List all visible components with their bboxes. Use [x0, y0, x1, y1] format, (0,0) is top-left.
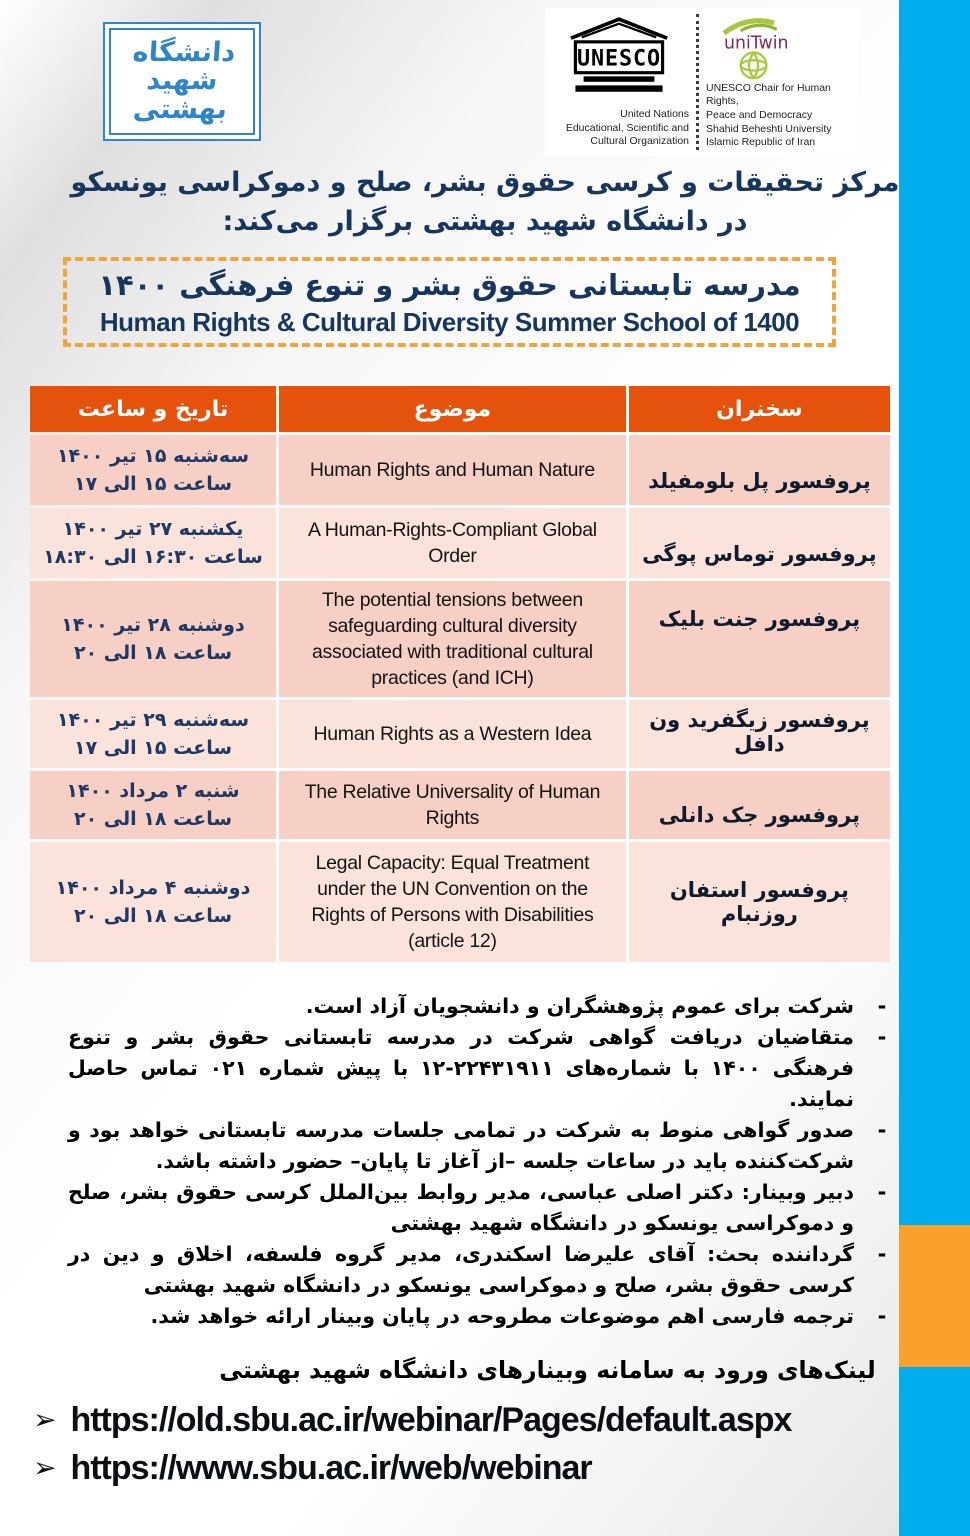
header-datetime: تاریخ و ساعت [30, 386, 276, 432]
note-text: گرداننده بحث: آقای علیرضا اسکندری، مدیر گروه فلسفه، اخلاق و دین در کرسی حقوق بشر، صلح و دموکراسی یونسکو در دانشگاه شهید بهشتی [68, 1242, 854, 1297]
svg-text:UNESCO: UNESCO [576, 46, 662, 72]
partner-logos-panel [545, 8, 858, 156]
dash-bullet: - [877, 994, 887, 1018]
note-text: دبیر وبینار: دکتر اصلی عباسی، مدیر روابط بین‌الملل کرسی حقوق بشر، صلح و دموکراسی یونسکو در دانشگاه شهید بهشتی [68, 1180, 854, 1235]
session-datetime [30, 771, 276, 839]
event-title-english: Human Rights & Cultural Diversity Summer School of 1400 [99, 307, 800, 337]
event-title-farsi: مدرسه تابستانی حقوق بشر و تنوع فرهنگی ۱۴۰۰ [98, 268, 801, 302]
session-topic: The potential tensions between safeguarding cultural diversity associated with traditional cultural practices (and ICH) [279, 581, 626, 697]
dash-bullet: - [877, 1118, 887, 1142]
session-date: سه‌شنبه ۲۹ تیر ۱۴۰۰ [56, 709, 250, 731]
schedule-row [30, 581, 890, 697]
links-section-heading: لینک‌های ورود به سامانه وبینارهای دانشگاه شهید بهشتی [219, 1356, 876, 1384]
event-title-box [63, 257, 836, 347]
session-speaker: پروفسور استفان روزنبام [629, 842, 890, 962]
session-time: ساعت ۱۸ الی ۲۰ [73, 905, 233, 927]
session-date: دوشنبه ۲۸ تیر ۱۴۰۰ [61, 614, 245, 636]
unitwin-caption-line: Islamic Republic of Iran [706, 136, 816, 149]
session-datetime [30, 700, 276, 768]
schedule-row [30, 435, 890, 505]
session-date: یکشنبه ۲۷ تیر ۱۴۰۰ [62, 518, 244, 540]
session-datetime [30, 508, 276, 578]
webinar-link-url[interactable]: https://www.sbu.ac.ir/web/webinar [70, 1448, 592, 1487]
session-speaker: پروفسور توماس پوگی [629, 508, 890, 578]
session-date: سه‌شنبه ۱۵ تیر ۱۴۰۰ [56, 445, 250, 467]
session-date: شنبه ۲ مرداد ۱۴۰۰ [66, 780, 240, 802]
unesco-caption-line: Educational, Scientific and [565, 121, 689, 134]
organizer-heading-line2: در دانشگاه شهید بهشتی برگزار می‌کند: [222, 206, 748, 237]
link-row [33, 1396, 933, 1444]
schedule-row [30, 700, 890, 768]
dash-bullet: - [877, 1180, 887, 1204]
unesco-caption-line: Cultural Organization [590, 135, 689, 148]
schedule-row [30, 842, 890, 962]
schedule-row [30, 508, 890, 578]
webinar-links [33, 1396, 933, 1492]
unitwin-caption [706, 82, 854, 150]
note-text: متقاضیان دریافت گواهی شرکت در مدرسه تابستانی حقوق بشر و تنوع فرهنگی ۱۴۰۰ با شماره‌های ۲۲۴۳۱۹۱۱-۱۲ با پیش شماره ۰۲۱ تماس حاصل نمایند. [68, 1025, 855, 1111]
svg-text:uniTwin: uniTwin [724, 33, 789, 54]
note-item [68, 1239, 890, 1301]
sbu-university-logo [103, 22, 261, 141]
unitwin-caption-line: UNESCO Chair for Human Rights, [706, 81, 831, 108]
session-speaker: پروفسور زیگفرید ون دافل [629, 700, 890, 768]
notes-list [68, 991, 890, 1332]
unitwin-icon [706, 14, 814, 81]
session-time: ساعت ۱۸ الی ۲۰ [73, 642, 233, 664]
unitwin-logo-block [706, 14, 854, 150]
note-text: ترجمه فارسی اهم موضوعات مطروحه در پایان وبینار ارائه خواهد شد. [150, 1304, 854, 1328]
schedule-row [30, 771, 890, 839]
unitwin-caption-line: Peace and Democracy [706, 109, 813, 122]
session-time: ساعت ۱۵ الی ۱۷ [73, 737, 233, 759]
dash-bullet: - [877, 1242, 887, 1266]
session-topic: A Human-Rights-Compliant Global Order [279, 508, 626, 578]
unesco-temple-icon [560, 14, 678, 106]
schedule-table [27, 383, 893, 965]
link-row [33, 1444, 933, 1492]
session-time: ساعت ۱۶:۳۰ الی ۱۸:۳۰ [43, 546, 263, 568]
note-item [68, 1301, 890, 1332]
session-topic: Legal Capacity: Equal Treatment under the UN Convention on the Rights of Persons with Disabilities (article 12) [279, 842, 626, 962]
unesco-caption [549, 108, 689, 149]
session-speaker: پروفسور پل بلومفیلد [629, 435, 890, 505]
note-item [68, 1115, 890, 1177]
organizer-heading [60, 163, 910, 241]
unitwin-caption-line: Shahid Beheshti University [706, 122, 832, 135]
dash-bullet: - [877, 1304, 887, 1328]
organizer-heading-line1: مرکز تحقیقات و کرسی حقوق بشر، صلح و دموکراسی یونسکو [70, 167, 900, 198]
session-topic: Human Rights as a Western Idea [279, 700, 626, 768]
note-item [68, 1177, 890, 1239]
session-datetime [30, 435, 276, 505]
session-speaker: پروفسور جنت بلیک [629, 581, 890, 697]
unesco-logo-block [549, 14, 689, 150]
session-time: ساعت ۱۵ الی ۱۷ [73, 473, 233, 495]
arrowhead-bullet-icon: ➢ [33, 1403, 57, 1436]
webinar-link-url[interactable]: https://old.sbu.ac.ir/webinar/Pages/default.aspx [70, 1400, 792, 1439]
session-topic: Human Rights and Human Nature [279, 435, 626, 505]
note-text: صدور گواهی منوط به شرکت در تمامی جلسات مدرسه تابستانی خواهد بود و شرکت‌کننده باید در ساعات جلسه –از آغاز تا پایان– حضور داشته باشد. [68, 1118, 854, 1173]
schedule-header-row [30, 386, 890, 432]
session-date: دوشنبه ۴ مرداد ۱۴۰۰ [55, 877, 251, 899]
note-item [68, 1022, 890, 1115]
session-datetime [30, 581, 276, 697]
arrowhead-bullet-icon: ➢ [33, 1451, 57, 1484]
sbu-logo-calligraphy: دانشگاه شهید بهشتی [131, 36, 237, 125]
header-topic: موضوع [279, 386, 626, 432]
note-text: شرکت برای عموم پژوهشگران و دانشجویان آزاد است. [305, 994, 854, 1018]
session-time: ساعت ۱۸ الی ۲۰ [73, 808, 233, 830]
session-speaker: پروفسور جک دانلی [629, 771, 890, 839]
session-datetime [30, 842, 276, 962]
dotted-divider [696, 14, 699, 150]
header-speaker: سخنران [629, 386, 890, 432]
right-accent-bar-orange-segment [899, 1225, 970, 1367]
unesco-caption-line: United Nations [620, 108, 689, 120]
dash-bullet: - [877, 1025, 887, 1049]
note-item [68, 991, 890, 1022]
session-topic: The Relative Universality of Human Rights [279, 771, 626, 839]
